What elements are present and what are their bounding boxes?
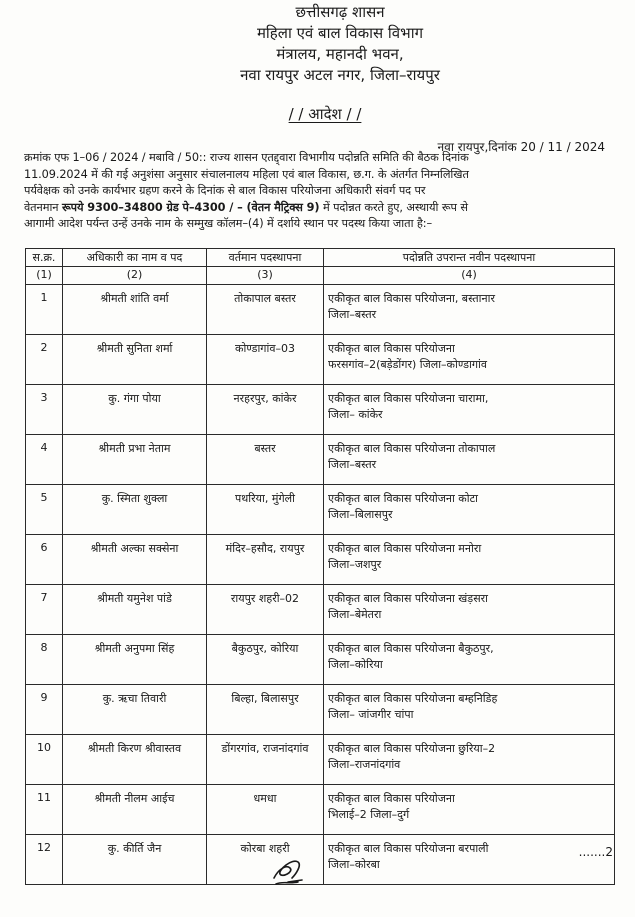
- row-sno: 3: [26, 385, 63, 435]
- row-name: श्रीमती यमुनेश पांडे: [63, 585, 207, 635]
- paragraph-line: [24, 200, 610, 217]
- column-number-row: [26, 267, 615, 285]
- row-sno: 5: [26, 485, 63, 535]
- row-current: कोरबा शहरी: [207, 835, 324, 885]
- row-new: [324, 835, 615, 885]
- pay-scale: रूपये 9300–34800 ग्रेड पे–4300 / – (वेतन मैट्रिक्स 9): [61, 200, 320, 214]
- row-current: बिल्हा, बिलासपुर: [207, 685, 324, 735]
- row-name: श्रीमती शांति वर्मा: [63, 285, 207, 335]
- row-current: नरहरपुर, कांकेर: [207, 385, 324, 435]
- row-name: कु. कीर्ति जैन: [63, 835, 207, 885]
- row-new-line1: एकीकृत बाल विकास परियोजना चारामा,: [328, 392, 489, 405]
- letterhead: [180, 2, 500, 86]
- row-new-line1: एकीकृत बाल विकास परियोजना बैकुठपुर,: [328, 642, 494, 655]
- row-new: [324, 735, 615, 785]
- row-new: [324, 285, 615, 335]
- table-row: [26, 635, 615, 685]
- row-name: कु. ऋचा तिवारी: [63, 685, 207, 735]
- row-name: श्रीमती नीलम आईच: [63, 785, 207, 835]
- pay-label: वेतनमान: [24, 200, 59, 214]
- header-new-posting: पदोन्नति उपरान्त नवीन पदस्थापना: [324, 249, 615, 267]
- row-current: बैकुठपुर, कोरिया: [207, 635, 324, 685]
- order-date: नवा रायपुर,दिनांक 20 / 11 / 2024: [437, 140, 605, 154]
- row-new-line1: एकीकृत बाल विकास परियोजना, बस्तानार: [328, 292, 495, 305]
- row-sno: 10: [26, 735, 63, 785]
- row-name: कु. स्मिता शुक्ला: [63, 485, 207, 535]
- row-new-line2: भिलाई–2 जिला–दुर्ग: [328, 808, 410, 821]
- row-new: [324, 485, 615, 535]
- row-new-line1: एकीकृत बाल विकास परियोजना मनोरा: [328, 542, 482, 555]
- paragraph-text: में पदोन्नत करते हुए, अस्थायी रूप से: [322, 200, 468, 214]
- row-new-line1: एकीकृत बाल विकास परियोजना खंड़सरा: [328, 592, 488, 605]
- row-sno: 12: [26, 835, 63, 885]
- row-current: मंदिर–हसौद, रायपुर: [207, 535, 324, 585]
- header-address: नवा रायपुर अटल नगर, जिला–रायपुर: [240, 66, 440, 84]
- row-new-line1: एकीकृत बाल विकास परियोजना कोटा: [328, 492, 479, 505]
- row-name: श्रीमती अनुपमा सिंह: [63, 635, 207, 685]
- row-current: पथरिया, मुंगेली: [207, 485, 324, 535]
- signature-icon: [268, 848, 308, 888]
- row-new-line2: जिला–कोरबा: [328, 858, 380, 871]
- col-number: (3): [207, 267, 324, 285]
- paragraph-line: क्रमांक एफ 1–06 / 2024 / मबावि / 50:: राज्य शासन एतद्द्वारा विभागीय पदोन्नति समिति की बैठक दिनांक: [24, 151, 469, 164]
- page-continuation: .......2: [578, 845, 613, 859]
- order-title: [250, 104, 400, 124]
- row-sno: 8: [26, 635, 63, 685]
- posting-table: [25, 248, 615, 885]
- row-new-line1: एकीकृत बाल विकास परियोजना: [328, 792, 455, 805]
- col-number: (2): [63, 267, 207, 285]
- row-current: कोण्डागांव–03: [207, 335, 324, 385]
- header-current-posting: वर्तमान पदस्थापना: [207, 249, 324, 267]
- header-sno: स.क्र.: [26, 249, 63, 267]
- row-new-line2: जिला– जांजगीर चांपा: [328, 708, 414, 721]
- row-new-line1: एकीकृत बाल विकास परियोजना छुरिया–2: [328, 742, 496, 755]
- table-row: [26, 585, 615, 635]
- row-sno: 1: [26, 285, 63, 335]
- row-current: तोकापाल बस्तर: [207, 285, 324, 335]
- row-sno: 9: [26, 685, 63, 735]
- order-title-text: / / आदेश / /: [288, 105, 362, 123]
- order-paragraph: [24, 150, 610, 233]
- header-government: छत्तीसगढ़ शासन: [295, 3, 385, 21]
- row-new: [324, 435, 615, 485]
- row-sno: 11: [26, 785, 63, 835]
- row-current: डोंगरगांव, राजनांदगांव: [207, 735, 324, 785]
- row-new-line2: जिला–राजनांदगांव: [328, 758, 401, 771]
- row-new: [324, 785, 615, 835]
- row-new: [324, 385, 615, 435]
- row-new-line2: जिला–जशपुर: [328, 558, 382, 571]
- table-row: [26, 835, 615, 885]
- table-row: [26, 735, 615, 785]
- table-row: [26, 335, 615, 385]
- col-number: (1): [26, 267, 63, 285]
- row-name: श्रीमती सुनिता शर्मा: [63, 335, 207, 385]
- row-new-line1: एकीकृत बाल विकास परियोजना तोकापाल: [328, 442, 496, 455]
- row-current: रायपुर शहरी–02: [207, 585, 324, 635]
- table-row: [26, 435, 615, 485]
- row-new-line2: जिला–बस्तर: [328, 308, 377, 321]
- row-new: [324, 585, 615, 635]
- table-row: [26, 385, 615, 435]
- col-number: (4): [324, 267, 615, 285]
- header-name: अधिकारी का नाम व पद: [63, 249, 207, 267]
- row-new-line1: एकीकृत बाल विकास परियोजना: [328, 342, 455, 355]
- row-new-line2: जिला– कांकेर: [328, 408, 383, 421]
- row-new: [324, 635, 615, 685]
- row-sno: 2: [26, 335, 63, 385]
- row-new-line2: जिला–बिलासपुर: [328, 508, 393, 521]
- paragraph-line: 11.09.2024 में की गई अनुशंसा अनुसार संचालनालय महिला एवं बाल विकास, छ.ग. के अंतर्गत निम्नलिखित: [24, 167, 469, 181]
- row-name: श्रीमती अल्का सक्सेना: [63, 535, 207, 585]
- row-sno: 6: [26, 535, 63, 585]
- row-new-line2: फरसगांव–2(बड़ेडोंगर) जिला–कोण्डागांव: [328, 358, 487, 371]
- row-new-line1: एकीकृत बाल विकास परियोजना बरपाली: [328, 842, 489, 855]
- table-row: [26, 785, 615, 835]
- paragraph-line: पर्यवेक्षक को उनके कार्यभार ग्रहण करने के दिनांक से बाल विकास परियोजना अधिकारी संवर्ग पद पर: [24, 184, 426, 197]
- row-current: धमधा: [207, 785, 324, 835]
- row-name: कु. गंगा पोया: [63, 385, 207, 435]
- paragraph-line: आगामी आदेश पर्यन्त उन्हें उनके नाम के सम्मुख कॉलम–(4) में दर्शाये स्थान पर पदस्थ किया जाता है:–: [24, 217, 433, 230]
- table-row: [26, 485, 615, 535]
- row-new-line2: जिला–कोरिया: [328, 658, 383, 671]
- row-new-line2: जिला–बेमेतरा: [328, 608, 382, 621]
- table-header-row: [26, 249, 615, 267]
- header-department: महिला एवं बाल विकास विभाग: [256, 24, 424, 42]
- row-current: बस्तर: [207, 435, 324, 485]
- row-new: [324, 685, 615, 735]
- table-row: [26, 285, 615, 335]
- row-name: श्रीमती प्रभा नेताम: [63, 435, 207, 485]
- table-row: [26, 685, 615, 735]
- row-new-line1: एकीकृत बाल विकास परियोजना बम्हनिडिह: [328, 692, 498, 705]
- row-new: [324, 535, 615, 585]
- row-new: [324, 335, 615, 385]
- row-sno: 4: [26, 435, 63, 485]
- table-row: [26, 535, 615, 585]
- header-ministry: मंत्रालय, महानदी भवन,: [276, 45, 404, 63]
- row-name: श्रीमती किरण श्रीवास्तव: [63, 735, 207, 785]
- row-sno: 7: [26, 585, 63, 635]
- row-new-line2: जिला–बस्तर: [328, 458, 377, 471]
